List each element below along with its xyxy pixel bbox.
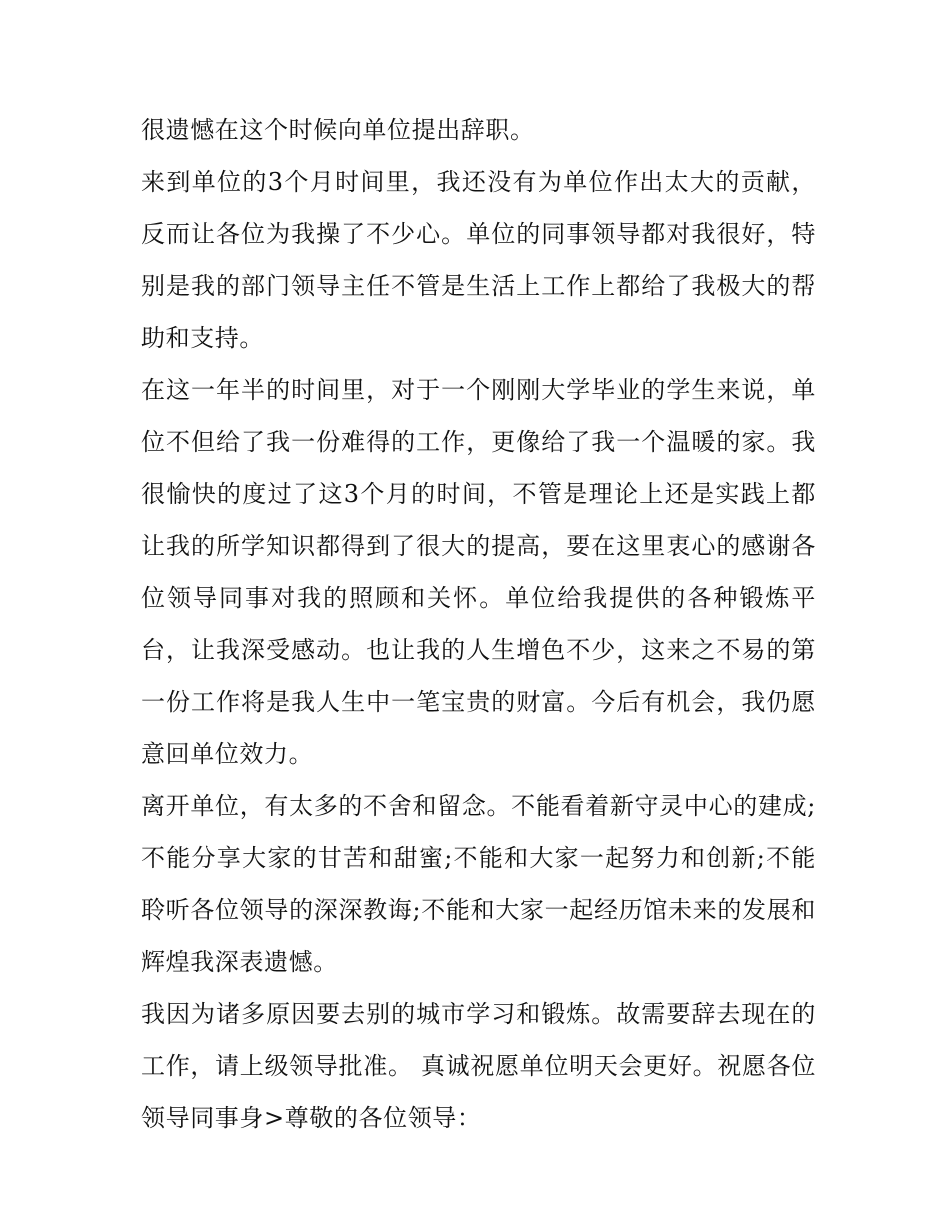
paragraph-3: 在这一年半的时间里，对于一个刚刚大学毕业的学生来说，单位不但给了我一份难得的工作，更像给了我一个温暖的家。我很愉快的度过了这3个月的时间，不管是理论上还是实践上都让我的所学知识都得到了很大的提高，要在这里衷心的感谢各位领导同事对我的照顾和关怀。单位给我提供的各种锻炼平台，让我深受感动。也让我的人生增色不少，这来之不易的第一份工作将是我人生中一笔宝贵的财富。今后有机会，我仍愿意回单位效力。 [141,376,816,768]
paragraph-2: 来到单位的3个月时间里，我还没有为单位作出太大的贡献，反而让各位为我操了不少心。单位的同事领导都对我很好，特别是我的部门领导主任不管是生活上工作上都给了我极大的帮助和支持。 [141,168,816,352]
paragraph-5: 我因为诸多原因要去别的城市学习和锻炼。故需要辞去现在的工作，请上级领导批准。 真诚祝愿单位明天会更好。祝愿各位领导同事身>尊敬的各位领导： [141,1000,816,1132]
paragraph-4: 离开单位，有太多的不舍和留念。不能看着新守灵中心的建成;不能分享大家的甘苦和甜蜜;不能和大家一起努力和创新;不能聆听各位领导的深深教诲;不能和大家一起经历馆未来的发展和辉煌我深表遗憾。 [141,792,816,976]
document-body [141,104,816,1144]
paragraph-1: 很遗憾在这个时候向单位提出辞职。 [141,116,535,144]
